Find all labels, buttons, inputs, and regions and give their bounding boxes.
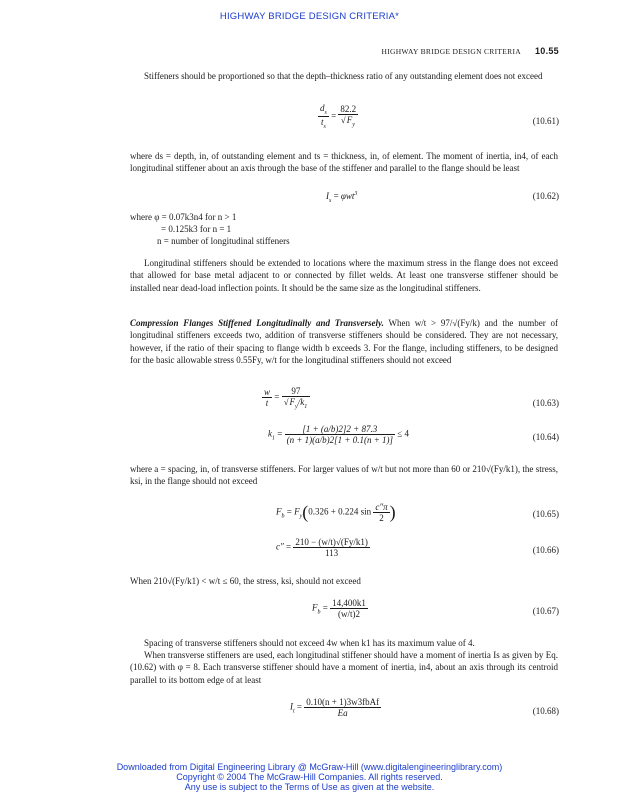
eq64-rhs: ≤ 4 bbox=[397, 428, 409, 439]
eq-number-10-64: (10.64) bbox=[532, 432, 559, 442]
eq68-numerator: 0.10(n + 1)3w3fbAf bbox=[306, 697, 380, 707]
eq61-numerator: 82.2 bbox=[340, 104, 357, 115]
eq68-denominator: Ea bbox=[337, 708, 348, 718]
equation-10-62: $I_s = \varphi wt^3$ bbox=[326, 191, 358, 204]
top-banner: HIGHWAY BRIDGE DESIGN CRITERIA* bbox=[219, 11, 400, 22]
eq66-numerator: 210 − (w/t)√(Fy/k1) bbox=[295, 537, 368, 547]
eq64-numerator: [1 + (a/b)2]2 + 87.3 bbox=[285, 424, 395, 435]
running-head-title: HIGHWAY BRIDGE DESIGN CRITERIA bbox=[381, 47, 521, 56]
paragraph-transverse-spacing: where a = spacing, in, of transverse stiffeners. For larger values of w/t but not more than 60 or 210√(Fy/k1), the stress, ksi, in the flange should not exceed bbox=[130, 464, 558, 487]
footer-terms-link[interactable]: Any use is subject to the Terms of Use as given at the website. bbox=[184, 782, 435, 792]
paragraph-longitudinal-stiffeners: Longitudinal stiffeners should be extended to locations where the maximum stress in the flange does not exceed that allowed for base metal adjacent to or connected by fillet welds. At least one transverse stiffener should be installed near dead-load inflection points. It should be the same size as the longitudinal stiffeners. bbox=[130, 258, 558, 293]
eq-number-10-62: (10.62) bbox=[532, 191, 559, 201]
equation-10-65: $F_b = F_y(0.326 + 0.224$ sin $\frac{c''\pi}{2}$ ) bbox=[276, 502, 396, 523]
eq-number-10-67: (10.67) bbox=[532, 606, 559, 616]
section-heading: Compression Flanges Stiffened Longitudinally and Transversely. bbox=[130, 318, 384, 328]
equation-10-67: $F_b$ = $\frac{14,400k1}{(w/t)2}$ bbox=[312, 598, 366, 619]
eq65-inner: 0.326 + 0.224 sin bbox=[308, 506, 372, 517]
page-number: 10.55 bbox=[534, 46, 559, 56]
equation-10-61: $\frac{d_s}{t_s}$ = $\frac{82.2}{√F_y}$ bbox=[320, 103, 357, 130]
equation-10-64: $k_1$ = $\frac{[1 + (a/b)2]2 + 87.3}{(n + 1)(a/b)2[1 + 0.1(n + 1)]}$ ≤ 4 bbox=[268, 424, 409, 445]
paragraph-compression-flanges bbox=[130, 317, 558, 366]
paragraph-transverse-inertia: When transverse stiffeners are used, each longitudinal stiffener should have a moment of inertia Is as given by Eq. (10.62) with φ = 8. Each transverse stiffener should have a moment of inertia, in4, about an axis through its centroid parallel to its bottom edge of at least bbox=[130, 650, 558, 685]
equation-10-68: $I_t$ = $\frac{\text{0.10(n + 1)3w3fbAf}}{Ea}$ bbox=[290, 697, 380, 718]
paragraph-moment-of-inertia: where ds = depth, in, of outstanding element and ts = thickness, in, of element. The moment of inertia, in4, of each longitudinal stiffener about an axis through the base of the stiffener and parallel to the flange should be least bbox=[130, 151, 558, 174]
eq-number-10-66: (10.66) bbox=[532, 545, 559, 555]
eq-number-10-68: (10.68) bbox=[532, 706, 559, 716]
eq64-denominator: (n + 1)(a/b)2[1 + 0.1(n + 1)] bbox=[286, 435, 394, 445]
eq67-numerator: 14,400k1 bbox=[332, 598, 366, 608]
paragraph-compression-flanges-text: When w/t > 97/√(Fy/k) and the number of longitudinal stiffeners exceeds two, addition of transverse stiffeners should be considered. They are not necessary, however, if the ratio of their spacing to flange width b exceeds 3. For the flange, including stiffeners, to be designed for the basic allowable stress 0.55Fy, w/t for the longitudinal stiffeners should not exceed bbox=[130, 318, 558, 365]
where-line-1: where φ = 0.07k3n4 for n > 1 bbox=[130, 212, 237, 222]
eq-number-10-63: (10.63) bbox=[532, 398, 559, 408]
paragraph-stress-limit: When 210√(Fy/k1) < w/t ≤ 60, the stress, ksi, should not exceed bbox=[130, 576, 361, 586]
equation-10-66: c″ = $\frac{210 - (w/t)√(Fy/k1)}{113}$ bbox=[276, 537, 368, 558]
eq63-numerator: 97 bbox=[282, 386, 311, 397]
where-line-3: n = number of longitudinal stiffeners bbox=[157, 236, 290, 246]
paragraph-intro: Stiffeners should be proportioned so that the depth–thickness ratio of any outstanding element does not exceed bbox=[144, 71, 543, 81]
running-head bbox=[381, 46, 559, 56]
equation-10-63: $\frac{w}{t}$ = $\frac{97}{√F_y/k_1}$ bbox=[262, 386, 310, 410]
eq-number-10-65: (10.65) bbox=[532, 509, 559, 519]
where-line-2: = 0.125k3 for n = 1 bbox=[161, 224, 232, 234]
footer-copyright: Copyright © 2004 The McGraw-Hill Companies. All rights reserved. bbox=[176, 772, 443, 782]
eq66-denominator: 113 bbox=[325, 548, 339, 558]
eq67-denominator: (w/t)2 bbox=[337, 609, 360, 619]
paragraph-spacing: Spacing of transverse stiffeners should not exceed 4w when k1 has its maximum value of 4. bbox=[144, 638, 475, 648]
footer-download-link[interactable]: Downloaded from Digital Engineering Library @ McGraw-Hill (www.digitalengineeringlibrary.com) bbox=[116, 762, 503, 772]
eq-number-10-61: (10.61) bbox=[532, 116, 559, 126]
